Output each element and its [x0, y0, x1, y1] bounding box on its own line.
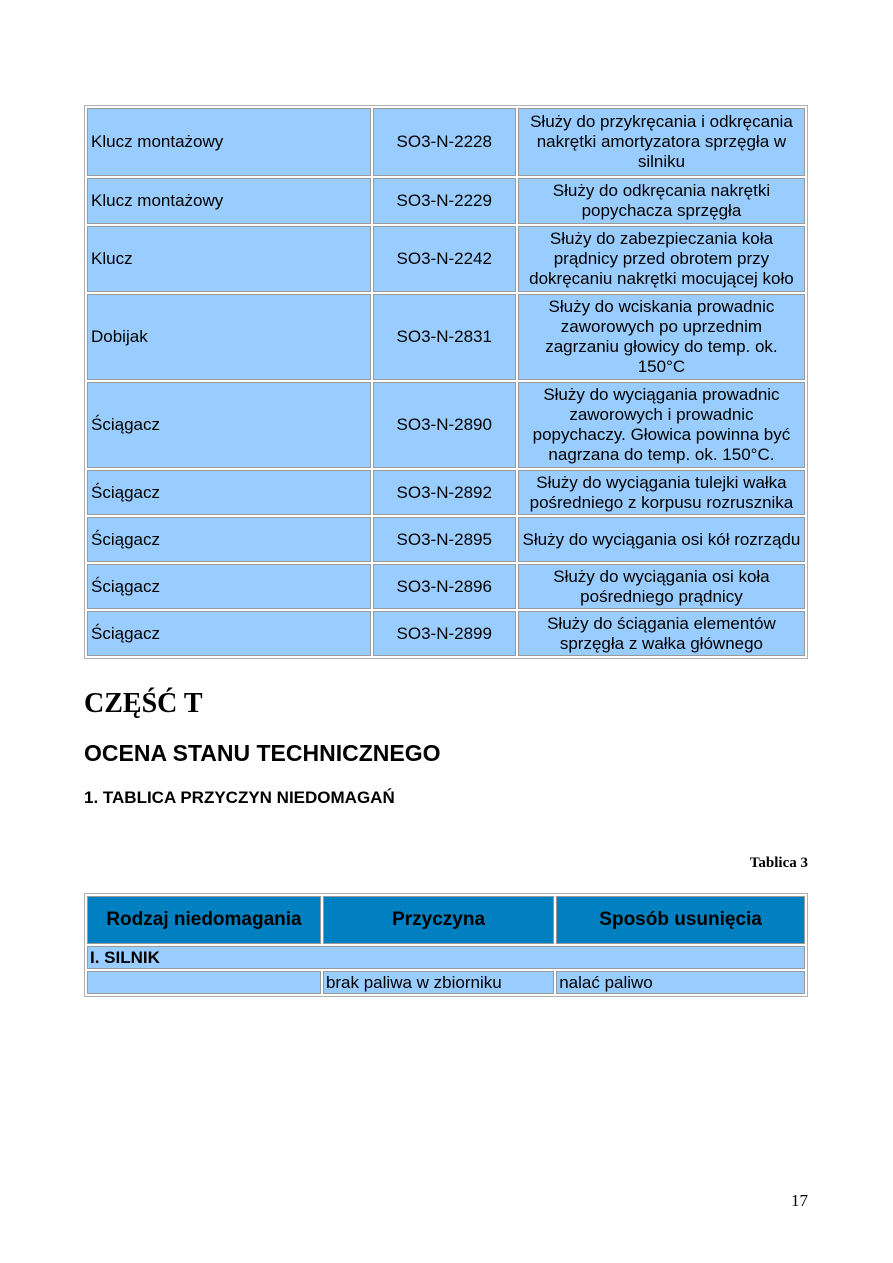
page-number: 17: [791, 1191, 808, 1210]
tool-name-cell: Ściągacz: [87, 470, 371, 515]
column-header-cause: Przyczyna: [323, 896, 554, 944]
tool-code-cell: SO3-N-2831: [373, 294, 516, 380]
tool-code-cell: SO3-N-2896: [373, 564, 516, 609]
table-row: [87, 517, 805, 562]
tool-code-cell: SO3-N-2890: [373, 382, 516, 468]
tool-name-cell: Ściągacz: [87, 611, 371, 656]
group-row: [87, 946, 805, 969]
tool-name-cell: Klucz montażowy: [87, 108, 371, 176]
table-row: [87, 470, 805, 515]
tool-purpose-cell: Służy do zabezpieczania koła prądnicy przed obrotem przy dokręcaniu nakrętki mocującej koło: [518, 226, 805, 292]
tool-code-cell: SO3-N-2228: [373, 108, 516, 176]
table-row: [87, 611, 805, 656]
cause-cell: brak paliwa w zbiorniku: [323, 971, 554, 994]
table-row: [87, 294, 805, 380]
tool-code-cell: SO3-N-2892: [373, 470, 516, 515]
table-row: [87, 108, 805, 176]
tool-name-cell: Klucz: [87, 226, 371, 292]
tool-purpose-cell: Służy do wyciągania tulejki wałka pośredniego z korpusu rozrusznika: [518, 470, 805, 515]
table-caption: Tablica 3: [749, 855, 808, 871]
column-header-remedy: Sposób usunięcia: [556, 896, 805, 944]
tool-name-cell: Dobijak: [87, 294, 371, 380]
table-row: [87, 382, 805, 468]
group-label: I. SILNIK: [87, 946, 805, 969]
tool-name-cell: Ściągacz: [87, 517, 371, 562]
tools-table: [84, 105, 808, 659]
tool-code-cell: SO3-N-2242: [373, 226, 516, 292]
table-row: [87, 226, 805, 292]
table-row: [87, 178, 805, 224]
tool-name-cell: Ściągacz: [87, 382, 371, 468]
tool-purpose-cell: Służy do odkręcania nakrętki popychacza sprzęgła: [518, 178, 805, 224]
tool-purpose-cell: Służy do wyciągania osi koła pośredniego prądnicy: [518, 564, 805, 609]
faults-table: [84, 893, 808, 997]
section-subtitle: OCENA STANU TECHNICZNEGO: [84, 740, 441, 766]
tool-code-cell: SO3-N-2895: [373, 517, 516, 562]
table-row: [87, 564, 805, 609]
tool-purpose-cell: Służy do wyciągania prowadnic zaworowych i prowadnic popychaczy. Głowica powinna być nagrzana do temp. ok. 150°C.: [518, 382, 805, 468]
tool-purpose-cell: Służy do przykręcania i odkręcania nakrętki amortyzatora sprzęgła w silniku: [518, 108, 805, 176]
remedy-cell: nalać paliwo: [556, 971, 805, 994]
section-title: CZĘŚĆ T: [84, 688, 203, 719]
tool-name-cell: Klucz montażowy: [87, 178, 371, 224]
table-header-row: [87, 896, 805, 944]
table-row: [87, 971, 805, 994]
tool-purpose-cell: Służy do wyciągania osi kół rozrządu: [518, 517, 805, 562]
tool-purpose-cell: Służy do wciskania prowadnic zaworowych po uprzednim zagrzaniu głowicy do temp. ok. 150°C: [518, 294, 805, 380]
tool-name-cell: Ściągacz: [87, 564, 371, 609]
subsection-title: 1. TABLICA PRZYCZYN NIEDOMAGAŃ: [84, 788, 395, 807]
tool-code-cell: SO3-N-2229: [373, 178, 516, 224]
tool-purpose-cell: Służy do ściągania elementów sprzęgła z wałka głównego: [518, 611, 805, 656]
tool-code-cell: SO3-N-2899: [373, 611, 516, 656]
fault-cell: [87, 971, 321, 994]
column-header-fault: Rodzaj niedomagania: [87, 896, 321, 944]
